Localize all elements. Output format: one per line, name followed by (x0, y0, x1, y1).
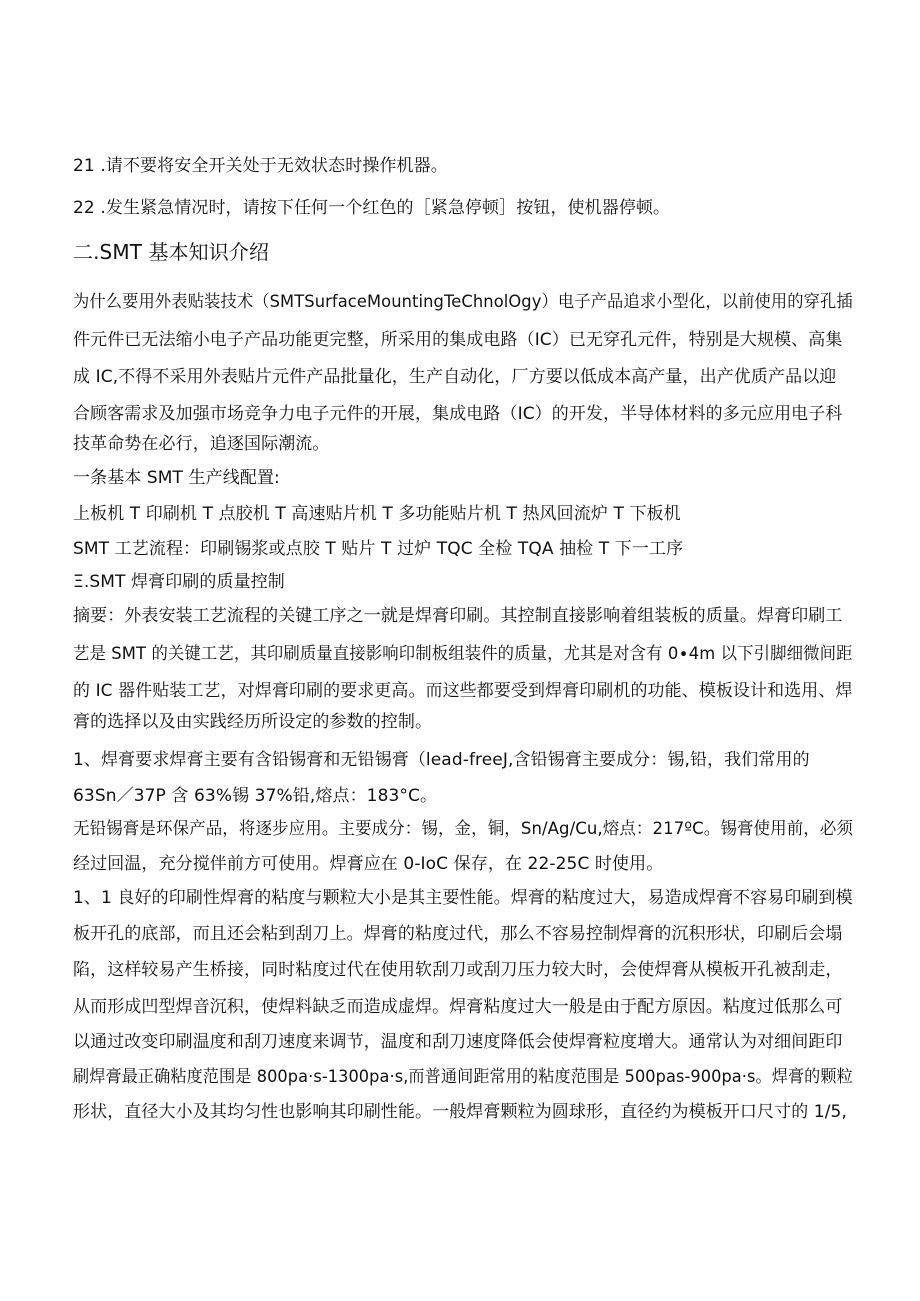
paragraph-2-line: 经过回温，充分搅伴前方可使用。焊膏应在 0-IoC 保存，在 22-25C 时使用。 (73, 854, 664, 874)
section-heading: 二.SMT 基本知识介绍 (73, 240, 270, 264)
paragraph-1-line: 63Sn／37P 含 63%锡 37%铅,熔点：183°C。 (73, 786, 438, 806)
paragraph-3-line: 板开孔的底部，而且还会粘到刮刀上。焊膏的粘度过代，那么不容易控制焊膏的沉积形状，印刷后会塌 (73, 924, 843, 944)
paragraph-3-line: 陷，这样较易产生桥接，同时粘度过代在使用软刮刀或刮刀压力较大时，会使焊膏从模板开孔被刮走， (73, 960, 843, 980)
intro-line: 合顾客需求及加强市场竞争力电子元件的开展，集成电路（IC）的开发，半导体材料的多元应用电子科 (73, 404, 843, 424)
abstract-line: 膏的选择以及由实践经历所设定的参数的控制。 (73, 712, 433, 732)
paragraph-3-line: 以通过改变印刷温度和刮刀速度来调节，温度和刮刀速度降低会使焊膏粒度增大。通常认为对细间距印 (73, 1032, 843, 1052)
paragraph-1-line: 1、焊膏要求焊膏主要有含铅锡膏和无铅锡膏（lead-freeJ,含铅锡膏主要成分：锡,铅，我们常用的 (73, 750, 810, 770)
paragraph-3-line: 刷焊膏最正确粘度范围是 800pa·s-1300pa·s,而普通间距常用的粘度范围是 500pas-900pa·s。焊膏的颗粒 (73, 1067, 853, 1087)
intro-line: 成 IC,不得不采用外表贴片元件产品批量化，生产自动化，厂方要以低成本高产量，出产优质产品以迎 (73, 367, 837, 387)
paragraph-3-line: 形状，直径大小及其均匀性也影响其印刷性能。一般焊膏颗粒为圆球形，直径约为模板开口尺寸的 1/5, (73, 1102, 847, 1122)
abstract-line: 摘要：外表安装工艺流程的关键工序之一就是焊膏印刷。其控制直接影响着组装板的质量。焊膏印刷工 (73, 606, 843, 626)
process-flow: SMT 工艺流程：印刷锡浆或点胶 T 贴片 T 过炉 TQC 全检 TQA 抽检 T 下一工序 (73, 539, 684, 559)
sub-heading: Ξ.SMT 焊膏印刷的质量控制 (73, 572, 285, 592)
abstract-line: 艺是 SMT 的关键工艺，其印刷质量直接影响印制板组装件的质量，尤其是对含有 0∙4m 以下引脚细微间距 (73, 644, 853, 664)
paragraph-3-line: 从而形成凹型焊音沉积，使焊料缺乏而造成虚焊。焊膏粘度过大一般是由于配方原因。粘度过低那么可 (73, 997, 843, 1017)
intro-line: 技革命势在必行，追逐国际潮流。 (73, 434, 330, 454)
paragraph-3-line: 1、1 良好的印刷性焊膏的粘度与颗粒大小是其主要性能。焊膏的粘度过大，易造成焊膏不容易印刷到模 (73, 888, 853, 908)
intro-line: 件元件已无法缩小电子产品功能更完整，所采用的集成电路（IC）已无穿孔元件，特别是大规模、高集 (73, 330, 843, 350)
paragraph-2-line: 无铅锡膏是环保产品，将逐步应用。主要成分：锡，金，铜，Sn/Ag/Cu,熔点：217ºC。锡膏使用前，必须 (73, 819, 854, 839)
safety-item-21: 21 .请不要将安全开关处于无效状态时操作机器。 (73, 156, 448, 176)
line-config: 上板机 T 印刷机 T 点胶机 T 高速贴片机 T 多功能贴片机 T 热风回流炉 T 下板机 (73, 504, 681, 524)
line-config-label: 一条基本 SMT 生产线配置: (73, 468, 280, 488)
abstract-line: 的 IC 器件贴装工艺，对焊膏印刷的要求更高。而这些都要受到焊膏印刷机的功能、模板设计和选用、焊 (73, 681, 853, 701)
intro-line: 为什么要用外表贴装技术（SMTSurfaceMountingTeChnolOgy）电子产品追求小型化，以前使用的穿孔插 (73, 292, 853, 312)
safety-item-22: 22 .发生紧急情况时，请按下任何一个红色的［紧急停顿］按钮，使机器停顿。 (73, 198, 671, 218)
